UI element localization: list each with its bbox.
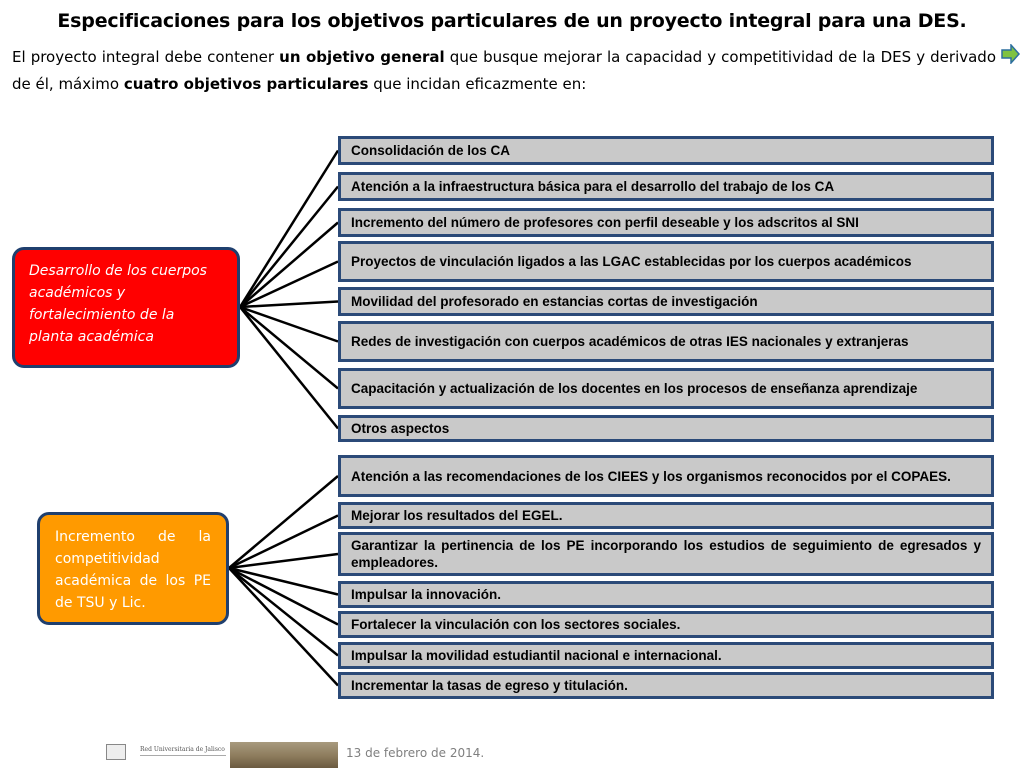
footer-date: 13 de febrero de 2014. [346, 746, 485, 760]
spec-item: Consolidación de los CA [338, 136, 994, 165]
spec-item: Incrementar la tasas de egreso y titulación. [338, 672, 994, 699]
intro-paragraph: El proyecto integral debe contener un objetivo general que busque mejorar la capacidad y competitividad de la DES y derivado de él, máximo cuatro objetivos particulares que incidan eficazmente en: [12, 48, 997, 93]
footer-logo-text: Red Universitaria de Jalisco [140, 746, 225, 753]
spec-item: Proyectos de vinculación ligados a las LGAC establecidas por los cuerpos académicos [338, 241, 994, 282]
spec-item: Redes de investigación con cuerpos académicos de otras IES nacionales y extranjeras [338, 321, 994, 362]
connector-line [229, 568, 338, 686]
main-objective-academic-bodies [12, 247, 240, 368]
main-objective-label: Desarrollo de los cuerpos académicos y fortalecimiento de la planta académica [29, 263, 207, 345]
spec-item: Atención a las recomendaciones de los CIEES y los organismos reconocidos por el COPAES. [338, 455, 994, 497]
spec-item: Otros aspectos [338, 415, 994, 442]
spec-item: Garantizar la pertinencia de los PE incorporando los estudios de seguimiento de egresados y empleadores. [338, 532, 994, 576]
university-seal-icon [106, 744, 126, 760]
spec-item: Impulsar la innovación. [338, 581, 994, 608]
building-photo-icon [230, 742, 338, 768]
spec-item: Movilidad del profesorado en estancias cortas de investigación [338, 287, 994, 316]
spec-item: Incremento del número de profesores con perfil deseable y los adscritos al SNI [338, 208, 994, 237]
connector-line [240, 187, 338, 308]
connector-line [229, 568, 338, 625]
spec-item: Fortalecer la vinculación con los sectores sociales. [338, 611, 994, 638]
intro-bold-particular: cuatro objetivos particulares [123, 75, 369, 93]
spec-item: Capacitación y actualización de los docentes en los procesos de enseñanza aprendizaje [338, 368, 994, 409]
footer-divider [140, 755, 226, 756]
slide-title: Especificaciones para los objetivos particulares de un proyecto integral para una DES. [57, 10, 967, 32]
main-objective-label: Incremento de la competitividad académica de los PE de TSU y Lic. [55, 529, 211, 611]
main-objective-competitiveness [37, 512, 229, 625]
spec-item: Impulsar la movilidad estudiantil nacional e internacional. [338, 642, 994, 669]
connector-line [240, 307, 338, 389]
spec-item: Atención a la infraestructura básica para el desarrollo del trabajo de los CA [338, 172, 994, 201]
connector-line [240, 302, 338, 308]
connector-line [240, 223, 338, 308]
spec-item: Mejorar los resultados del EGEL. [338, 502, 994, 529]
intro-bold-general: un objetivo general [279, 48, 445, 66]
